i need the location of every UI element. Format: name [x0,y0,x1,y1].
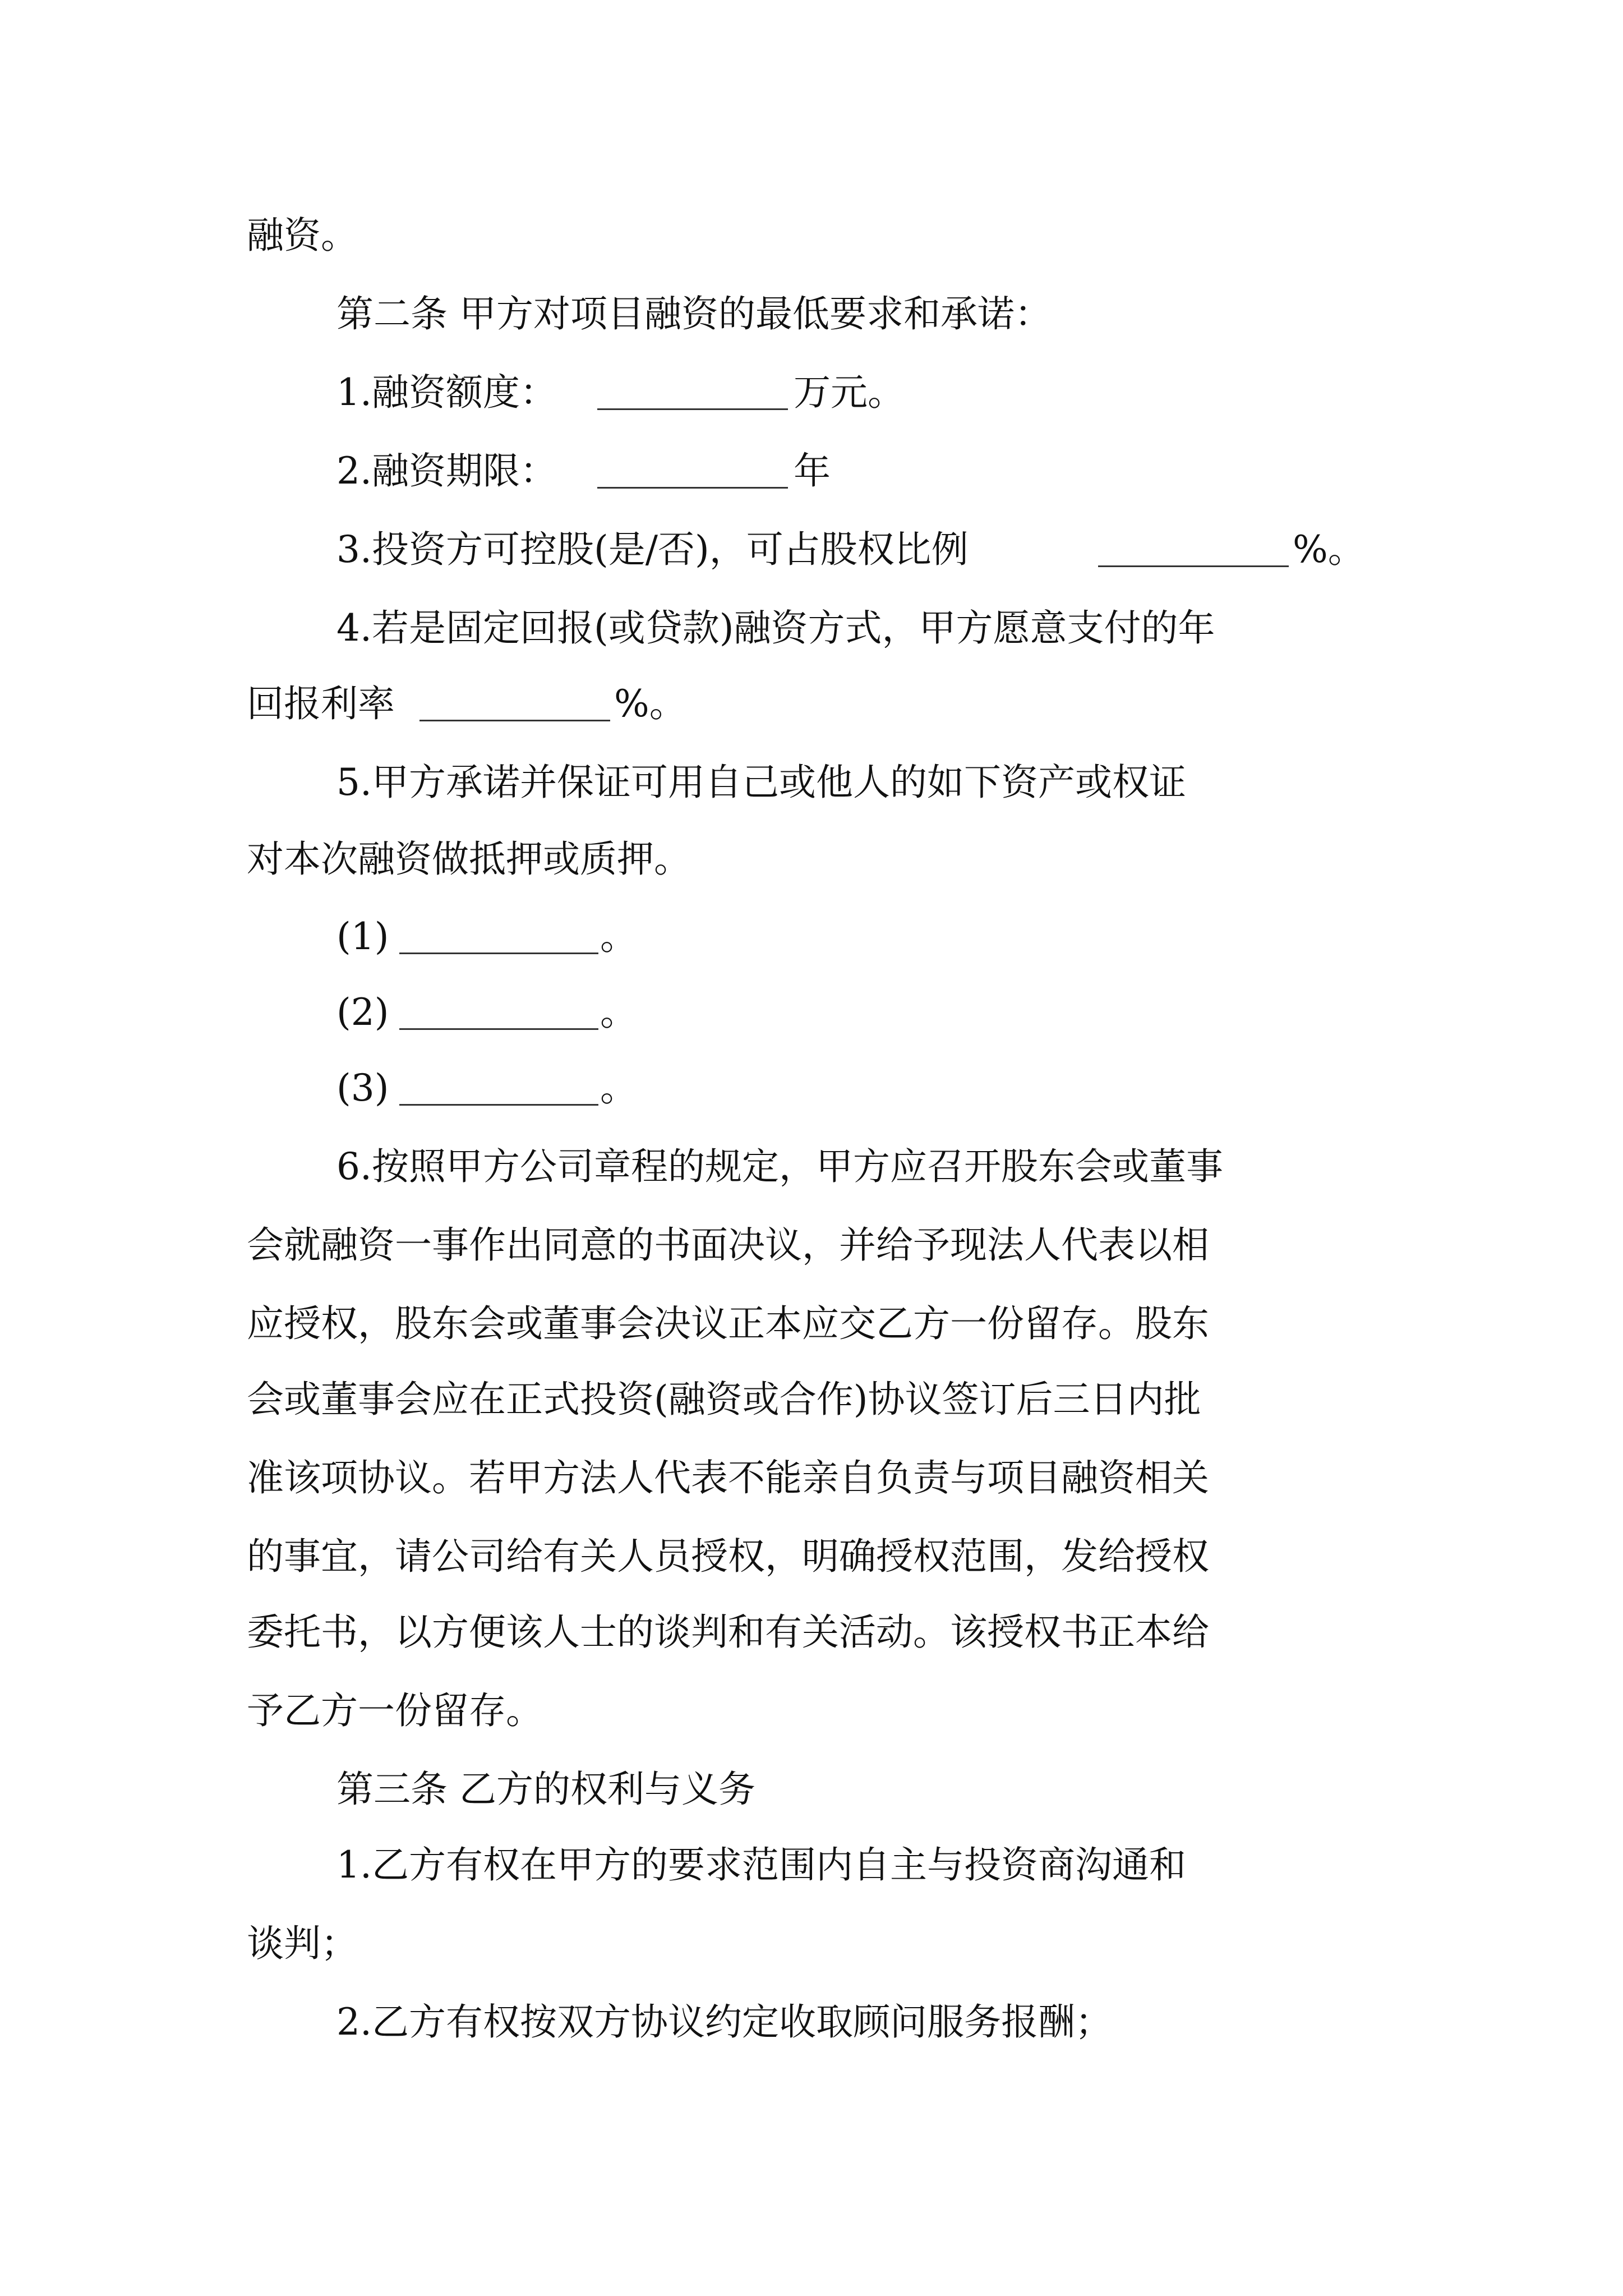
paragraph-text: 谈判； [247,1922,358,1965]
text-line [0,909,1623,965]
text-line [0,1529,1623,1585]
list-marker: (1) [336,915,389,958]
text-line [0,1761,1623,1818]
paragraph-text: 万元。 [794,371,905,414]
text-line [0,1139,1623,1195]
paragraph-text: 1.乙方有权在甲方的要求范围内自主与投资商沟通和 [336,1843,1186,1887]
text-line [0,522,1623,578]
text-line [0,984,1623,1041]
paragraph-text: 。 [600,1066,637,1110]
text-line [0,1217,1623,1273]
list-marker: (3) [336,1066,389,1110]
article-heading: 第三条 乙方的权利与义务 [336,1768,755,1811]
fill-blank [399,1060,598,1106]
fill-blank [597,443,788,489]
paragraph-text: 对本次融资做抵押或质押。 [247,838,691,881]
paragraph-text: %。 [1293,528,1365,571]
paragraph-text: 委托书，以方便该人士的谈判和有关活动。该授权书正本给 [247,1611,1209,1654]
text-line [0,1683,1623,1739]
text-line [0,1372,1623,1428]
fill-blank [419,676,610,721]
paragraph-text: 会就融资一事作出同意的书面决议，并给予现法人代表以相 [247,1223,1209,1267]
paragraph-text: 5.甲方承诺并保证可用自己或他人的如下资产或权证 [336,761,1186,804]
paragraph-text: 回报利率 [247,682,395,725]
paragraph-text: 2.乙方有权按双方协议约定收取顾问服务报酬； [336,2000,1112,2044]
paragraph-text: 予乙方一份留存。 [247,1689,543,1732]
fill-blank [399,984,598,1030]
fill-blank [399,909,598,954]
paragraph-text: 会或董事会应在正式投资(融资或合作)协议签订后三日内批 [247,1378,1201,1421]
paragraph-text: 2.融资期限： [336,449,557,493]
paragraph-text: 的事宜，请公司给有关人员授权，明确授权范围，发给授权 [247,1535,1209,1578]
text-line [0,1916,1623,1972]
paragraph-text: 年 [794,449,831,493]
text-line [0,365,1623,421]
text-line [0,676,1623,732]
text-line [0,831,1623,887]
text-line [0,1837,1623,1893]
paragraph-text: %。 [614,682,686,725]
paragraph-text: 。 [600,915,637,958]
text-line [0,286,1623,342]
text-line [0,208,1623,264]
list-marker: (2) [336,991,389,1034]
fill-blank [597,365,788,410]
text-line [0,443,1623,499]
text-line [0,1450,1623,1506]
text-line [0,600,1623,656]
article-heading: 第二条 甲方对项目融资的最低要求和承诺： [336,292,1052,335]
text-line [0,1296,1623,1352]
text-line [0,754,1623,811]
paragraph-text: 准该项协议。若甲方法人代表不能亲自负责与项目融资相关 [247,1456,1209,1499]
paragraph-text: 4.若是固定回报(或贷款)融资方式，甲方愿意支付的年 [336,606,1215,650]
paragraph-text: 应授权，股东会或董事会决议正本应交乙方一份留存。股东 [247,1302,1209,1345]
text-line [0,1994,1623,2050]
fill-blank [1098,522,1289,567]
paragraph-text: 1.融资额度： [336,371,557,414]
text-line [0,1060,1623,1116]
paragraph-text: 3.投资方可控股(是/否)，可占股权比例 [336,528,969,571]
text-line [0,1604,1623,1660]
paragraph-text: 融资。 [247,214,358,257]
paragraph-text: 6.按照甲方公司章程的规定，甲方应召开股东会或董事 [336,1145,1223,1188]
paragraph-text: 。 [600,991,637,1034]
